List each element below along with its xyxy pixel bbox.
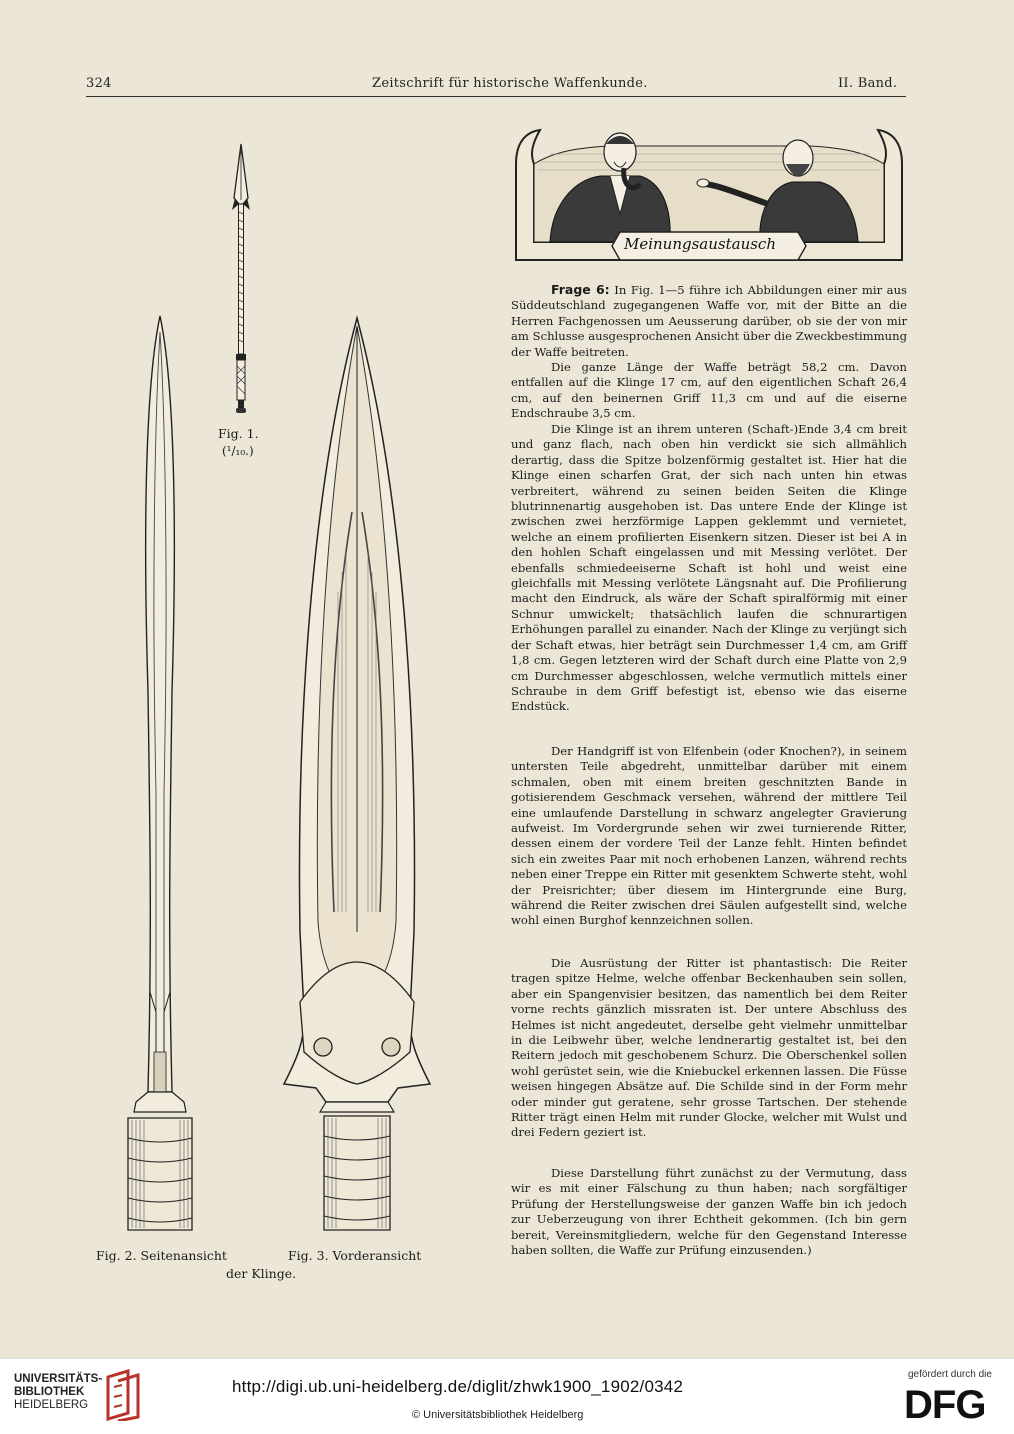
digitization-footer <box>0 1358 1014 1434</box>
figure-3-blade-front-view <box>268 312 446 1240</box>
article-paragraph-2: Die ganze Länge der Waffe beträgt 58,2 cm. Davon entfallen auf die Klinge 17 cm, auf den eigentlichen Schaft 26,4 cm, auf den beinernen Griff 11,3 cm und auf die eiserne Endschraube 3,5 cm. <box>511 360 907 421</box>
library-name-line-3: HEIDELBERG <box>14 1399 89 1411</box>
article-paragraph-1: Frage 6: In Fig. 1—5 führe ich Abbildungen einer mir aus Süddeutschland zugegangenen Waffe vor, mit der Bitte an die Herren Fachgenossen um Aeusserung darüber, ob sie der von mir am Schlusse ausgesprochenen Ansicht über die Zweckbestimmung der Waffe beitreten. <box>511 282 908 359</box>
figure-1-scale: (¹/₁₀.) <box>222 444 254 458</box>
figure-3-caption: Fig. 3. Vorderansicht <box>288 1248 422 1263</box>
dfg-logo: DFG <box>904 1383 986 1427</box>
header-rule <box>86 96 906 97</box>
page-number: 324 <box>86 76 112 91</box>
permalink-url[interactable]: http://digi.ub.uni-heidelberg.de/diglit/zhwk1900_1902/0342 <box>232 1377 684 1396</box>
figure-1-lance-drawing <box>226 140 256 416</box>
volume-label: II. Band. <box>838 76 898 91</box>
article-paragraph-6: Diese Darstellung führt zunächst zu der Vermutung, dass wir es mit einer Fälschung zu thun haben; nach sorgfältiger Prüfung der Herstellungsweise der ganzen Waffe bin ich jedoch zur Ueberzeugung von ihrer Echtheit gekommen. (Ich bin gern bereit, Vereinsmitgliedern, welche für den Gegenstand Interesse haben sollten, die Waffe zur Prüfung einzusenden.) <box>511 1166 907 1258</box>
section-banner-title: Meinungsaustausch <box>623 235 776 253</box>
article-paragraph-5: Die Ausrüstung der Ritter ist phantastisch: Die Reiter tragen spitze Helme, welche offenbar Beckenhauben sein sollen, aber ein Spangenvisier besitzen, das namentlich bei dem Reiter vorne rechts gänzlich missraten ist. Der untere Abschluss des Helmes ist nicht angedeutet, derselbe geht vielmehr unmittelbar in die Leibwehr über, welche lendnerartig gestaltet ist, bei den Reitern jedoch mit geschobenem Schurz. Die Oberschenkel sollen wohl gerüstet sein, wie die Kniebuckel erkennen lassen. Die Füsse weisen hingegen Absätze auf. Die Schilde sind in der Form mehr oder minder gut geratene, sehr grosse Tartschen. Der stehende Ritter trägt einen Helm mit runder Glocke, welcher mit Wulst und drei Federn geziert ist. <box>511 956 907 1140</box>
figure-2-caption: Fig. 2. Seitenansicht <box>96 1248 227 1263</box>
journal-title: Zeitschrift für historische Waffenkunde. <box>372 76 648 91</box>
figure-1-caption: Fig. 1. <box>218 426 259 441</box>
library-name-line-1: UNIVERSITÄTS- <box>14 1373 103 1385</box>
copyright-notice: © Universitätsbibliothek Heidelberg <box>412 1409 584 1421</box>
article-lead: Frage 6: <box>551 282 610 297</box>
blade-caption: der Klinge. <box>226 1266 297 1281</box>
library-logo-icon <box>104 1369 144 1421</box>
figure-2-blade-side-view <box>120 312 200 1240</box>
article-paragraph-3: Die Klinge ist an ihrem unteren (Schaft-)Ende 3,4 cm breit und ganz flach, nach oben hin verdickt sie sich allmählich derartig, dass die Spitze bolzenförmig gestaltet ist. Hier hat die Klinge einen scharfen Grat, der sich nach unten hin etwas verbreitert, während zu seinen beiden Seiten die Klinge blutrinnenartig ausgehoben ist. Das untere Ende der Klinge ist zwischen zwei herzförmige Lappen geklemmt und vernietet, welche an einem profilierten Eisenkern sitzen. Dieser ist bei A in den hohlen Schaft eingelassen und mit Messing verlötet. Der ebenfalls schmiedeeiserne Schaft ist hohl und weist eine gleichfalls mit Messing verlötete Längsnaht auf. Die Profilierung macht den Eindruck, als wäre der Schaft spiralförmig mit einer Schnur umwickelt; thatsächlich laufen die schnurartigen Erhöhungen parallel zu einander. Nach der Klinge zu verjüngt sich der Schaft etwas, hier beträgt sein Durchmesser 1,4 cm, am Griff 1,8 cm. Gegen letzteren wird der Schaft durch eine Platte von 2,9 cm Durchmesser abgeschlossen, welche vermutlich mittels einer Schraube in dem Griff befestigt ist, ebenso wie das eiserne Endstück. <box>511 422 907 714</box>
article-paragraph-4: Der Handgriff ist von Elfenbein (oder Knochen?), in seinem untersten Teile abgedreht, unmittelbar darüber mit einem schmalen, oben mit einem breiten geschnitzten Bande in gotisierendem Geschmack versehen, während der mittlere Teil eine umlaufende Darstellung in schwarz angelegter Gravierung aufweist. Im Vordergrunde sehen wir zwei turnierende Ritter, dessen einem der vordere Teil der Lanze fehlt. Hinten befindet sich ein zweites Paar mit noch erhobenen Lanzen, während rechts neben einer Treppe ein Ritter mit gesenktem Schwerte steht, wohl der Preisrichter; über diesem im Hintergrunde eine Burg, während die Reiter zwischen drei Säulen aufgestellt sind, welche wohl einen Burghof kennzeichnen sollen. <box>511 744 907 928</box>
funding-note: gefördert durch die <box>908 1369 992 1380</box>
library-name-line-2: BIBLIOTHEK <box>14 1386 85 1398</box>
